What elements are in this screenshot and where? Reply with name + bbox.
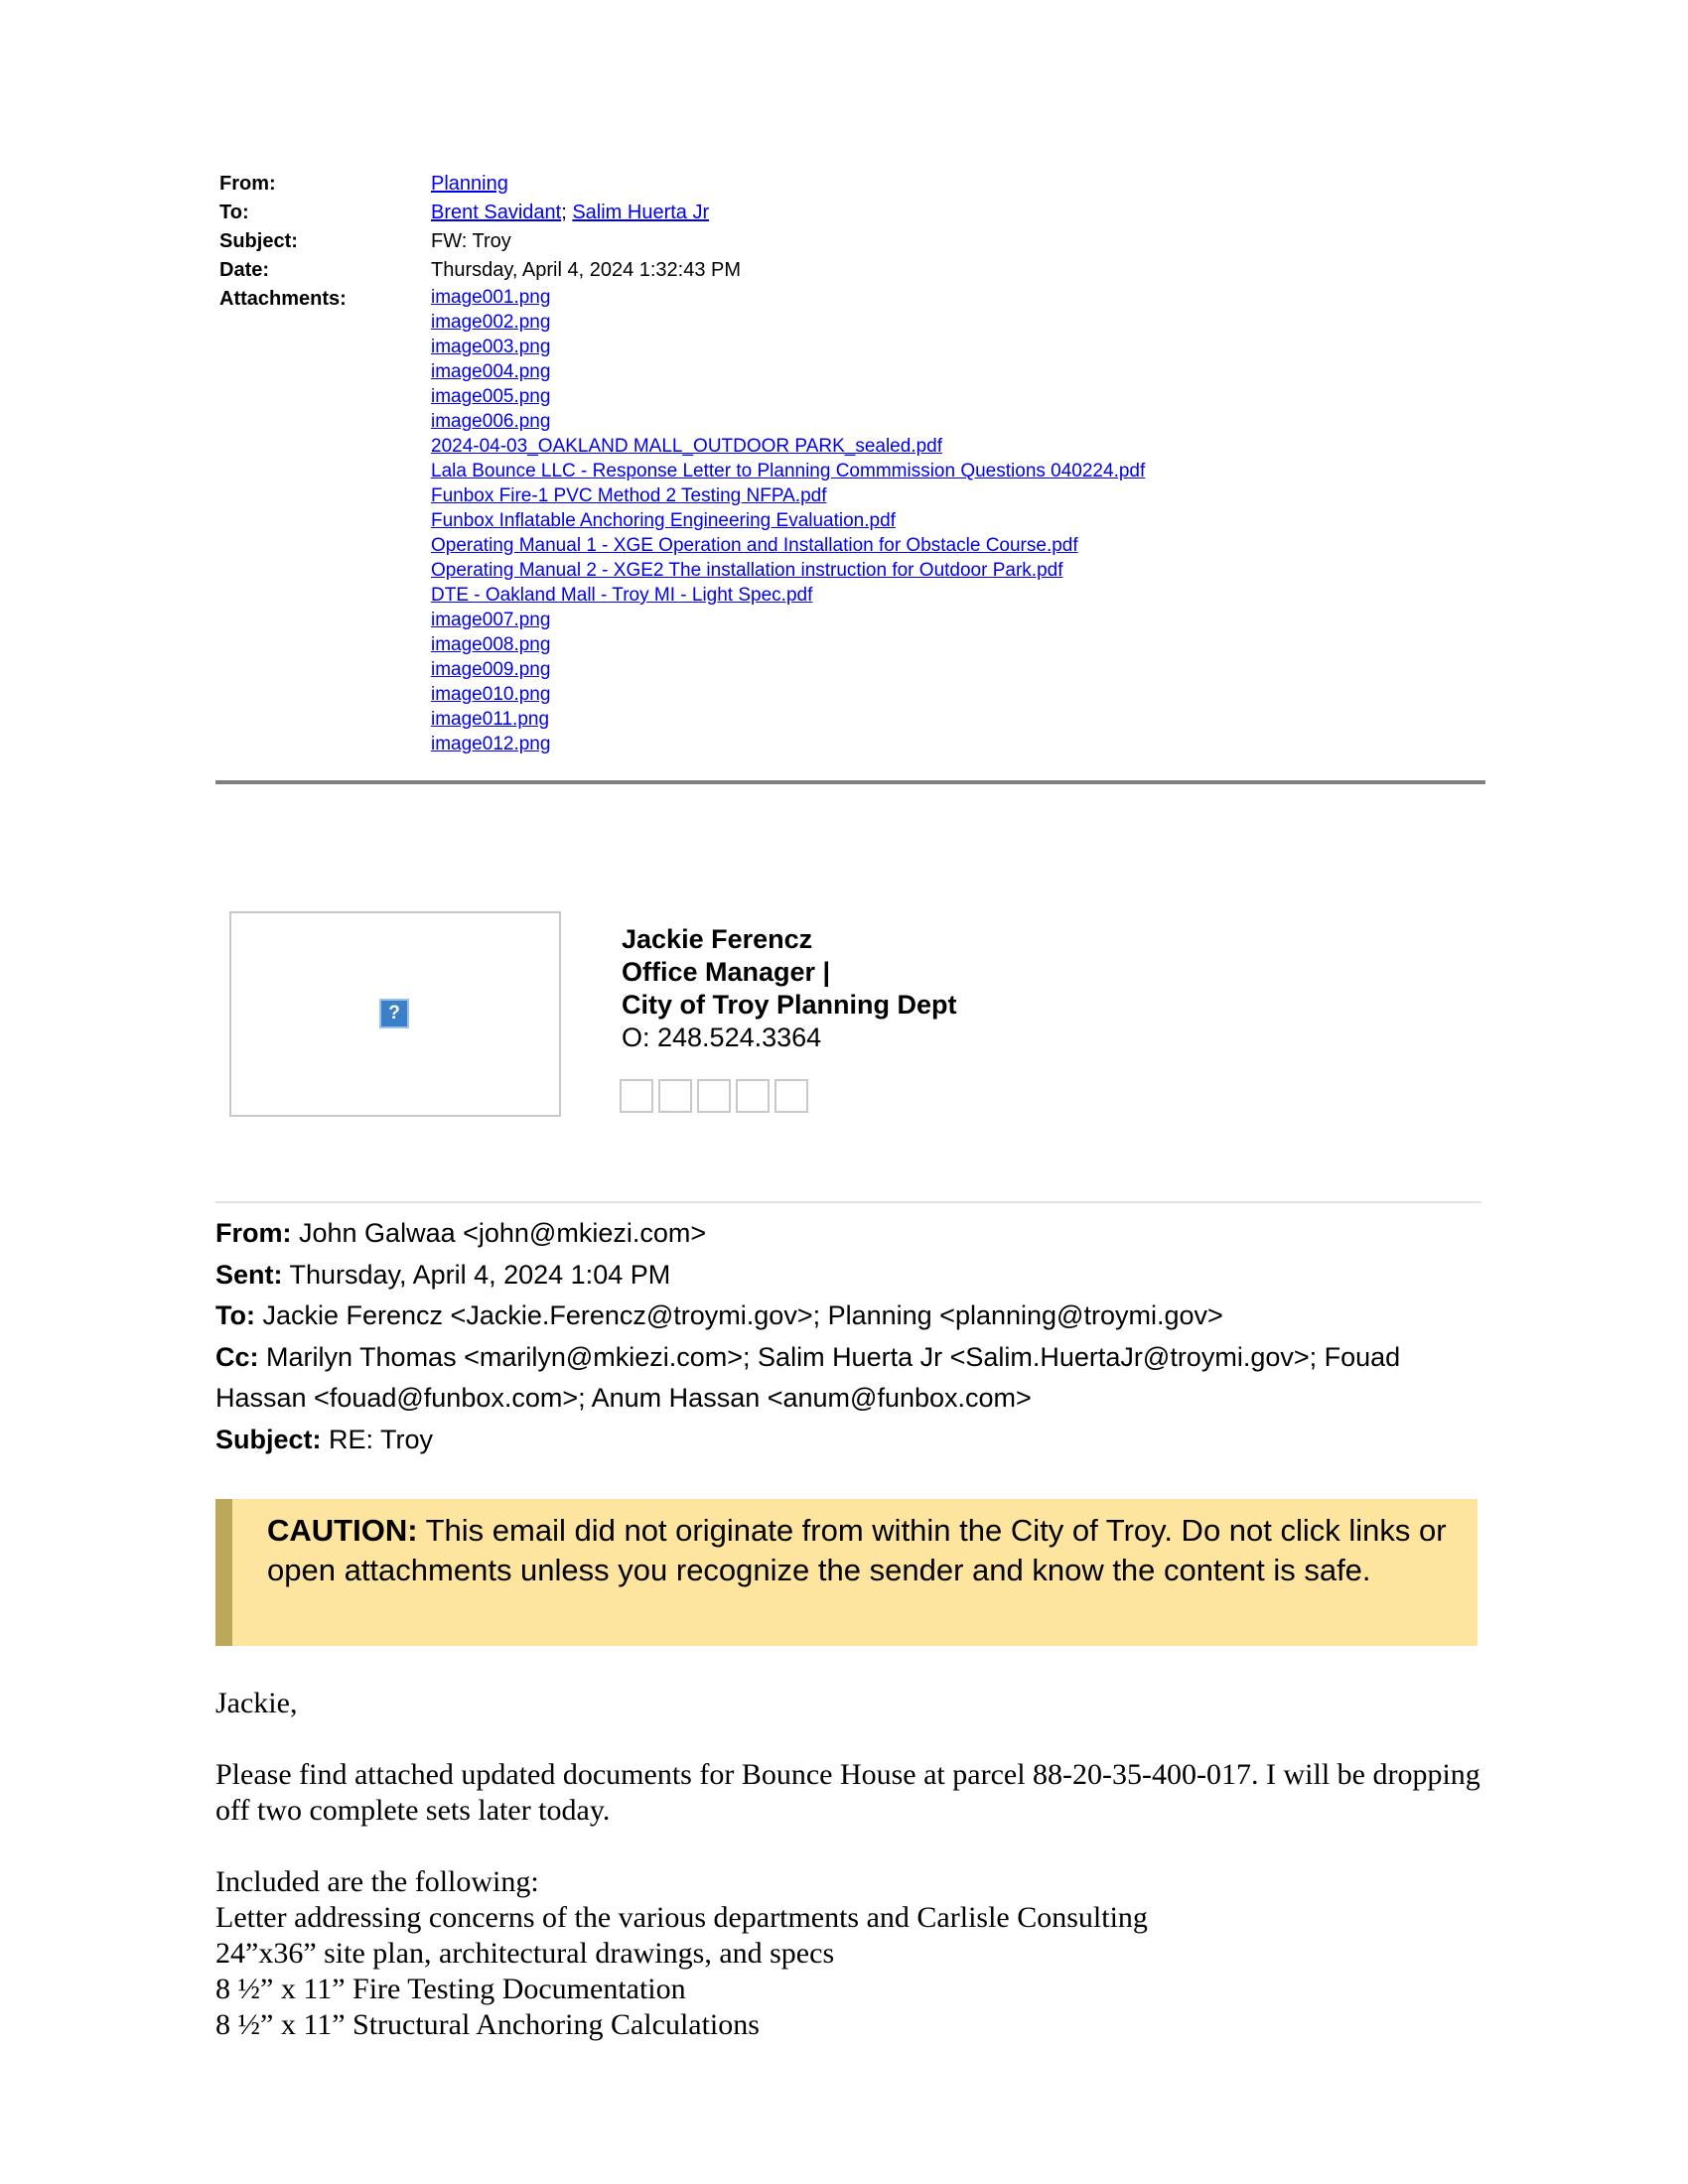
social-icon-3[interactable] [697,1079,731,1113]
forwarded-sent-label: Sent: [215,1259,283,1290]
forward-divider [215,1201,1481,1203]
forwarded-subject-label: Subject: [215,1424,322,1454]
attachment-link[interactable]: image005.png [431,386,551,407]
header-date-label: Date: [219,259,270,281]
forwarded-header [215,1213,1486,1460]
header-attachments-row [219,285,1490,756]
signature-image-placeholder [229,911,561,1117]
signature-phone: O: 248.524.3364 [622,1023,822,1052]
attachment-link[interactable]: image006.png [431,411,551,432]
forwarded-cc-label: Cc: [215,1341,259,1372]
header-subject-label: Subject: [219,230,298,252]
header-to-row [219,199,1490,227]
header-attachments-label: Attachments: [219,288,347,310]
forwarded-to [215,1296,1486,1337]
caution-label: CAUTION: [267,1513,418,1548]
attachment-link[interactable]: image011.png [431,709,550,730]
forwarded-to-value: Jackie Ferencz <Jackie.Ferencz@troymi.gov>; Planning <planning@troymi.gov> [254,1300,1223,1330]
caution-banner [215,1499,1477,1646]
attachment-link[interactable]: Operating Manual 2 - XGE2 The installation instruction for Outdoor Park.pdf [431,560,1063,581]
body-list-item: Letter addressing concerns of the various departments and Carlisle Consulting [215,1901,1148,1934]
attachment-link[interactable]: Funbox Fire-1 PVC Method 2 Testing NFPA.pdf [431,485,827,506]
broken-image-icon: ? [379,999,409,1028]
attachment-link[interactable]: image012.png [431,734,551,754]
attachment-link[interactable]: image010.png [431,684,551,705]
attachment-link[interactable]: 2024-04-03_OAKLAND MALL_OUTDOOR PARK_sealed.pdf [431,436,943,457]
forwarded-cc [215,1337,1486,1420]
email-header [219,170,1490,756]
header-subject-row [219,227,1490,256]
forwarded-from-value: John Galwaa <john@mkiezi.com> [291,1218,707,1248]
forwarded-subject-value: RE: Troy [321,1424,434,1454]
body-list-item: 24”x36” site plan, architectural drawings, and specs [215,1937,835,1970]
attachment-link[interactable]: image001.png [431,287,551,308]
attachment-link[interactable]: image002.png [431,312,551,333]
social-icons [620,1079,808,1113]
forwarded-from-label: From: [215,1218,292,1248]
header-to-separator: ; [561,202,573,223]
social-icon-5[interactable] [774,1079,808,1113]
header-from-link[interactable]: Planning [431,173,508,195]
social-icon-4[interactable] [736,1079,770,1113]
caution-text: This email did not originate from within the City of Troy. Do not click links or open attachments unless you recognize the sender and know the content is safe. [267,1513,1447,1587]
attachment-link[interactable]: Lala Bounce LLC - Response Letter to Planning Commmission Questions 040224.pdf [431,461,1146,481]
email-body [215,1686,1486,2043]
attachment-link[interactable]: image004.png [431,361,551,382]
signature-block [622,923,957,1054]
attachment-link[interactable]: DTE - Oakland Mall - Troy MI - Light Spec.pdf [431,585,813,606]
header-date-value: Thursday, April 4, 2024 1:32:43 PM [431,259,742,281]
header-from-label: From: [219,173,276,195]
forwarded-to-label: To: [215,1300,255,1330]
body-greeting: Jackie, [215,1687,298,1719]
attachment-link[interactable]: image003.png [431,337,551,357]
signature-name: Jackie Ferencz [622,924,813,954]
body-paragraph: Please find attached updated documents for Bounce House at parcel 88-20-35-400-017. I will be dropping off two complete sets later today. [215,1758,1480,1827]
header-to-recipient[interactable]: Salim Huerta Jr [572,202,710,223]
attachment-link[interactable]: Funbox Inflatable Anchoring Engineering Evaluation.pdf [431,510,896,531]
forwarded-from [215,1213,1486,1255]
social-icon-2[interactable] [658,1079,692,1113]
social-icon-1[interactable] [620,1079,653,1113]
header-to-label: To: [219,202,249,223]
attachment-link[interactable]: image009.png [431,659,551,680]
attachment-list [431,285,1490,756]
attachment-link[interactable]: image007.png [431,610,551,630]
forwarded-sent-value: Thursday, April 4, 2024 1:04 PM [282,1259,671,1290]
header-subject-value: FW: Troy [431,230,511,252]
body-list-item: 8 ½” x 11” Structural Anchoring Calculations [215,2008,760,2041]
forwarded-sent [215,1255,1486,1297]
header-date-row [219,256,1490,285]
header-to-recipient[interactable]: Brent Savidant [431,202,562,223]
forwarded-subject [215,1420,1486,1461]
attachment-link[interactable]: Operating Manual 1 - XGE Operation and Installation for Obstacle Course.pdf [431,535,1078,556]
header-from-row [219,170,1490,199]
attachment-link[interactable]: image008.png [431,634,551,655]
body-list-item: 8 ½” x 11” Fire Testing Documentation [215,1973,686,2005]
signature-title: Office Manager | [622,957,831,987]
signature-department: City of Troy Planning Dept [622,990,957,1020]
body-list-intro: Included are the following: [215,1865,539,1898]
header-divider [215,780,1485,784]
forwarded-cc-value: Marilyn Thomas <marilyn@mkiezi.com>; Salim Huerta Jr <Salim.HuertaJr@troymi.gov>; Fouad Hassan <fouad@funbox.com>; Anum Hassan <anum@funbox.com> [215,1341,1401,1413]
